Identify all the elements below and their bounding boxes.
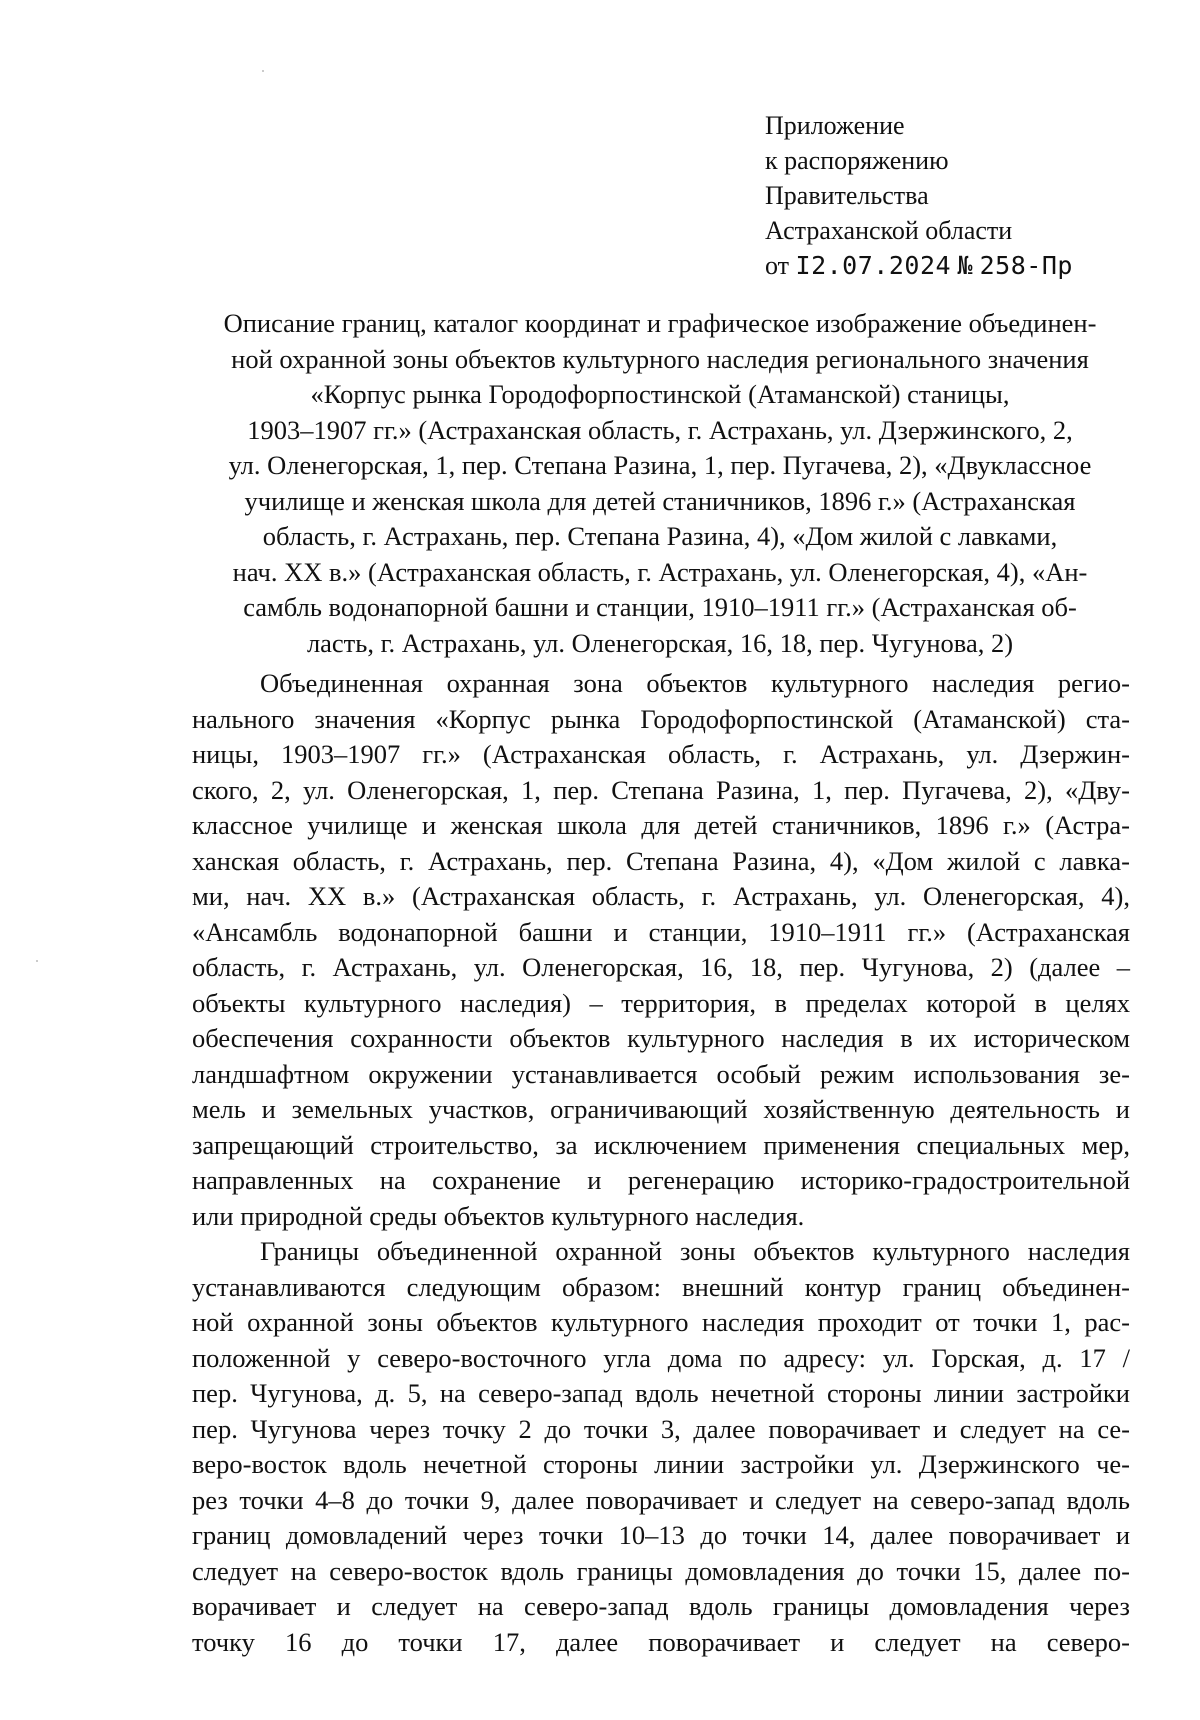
approval-line: Правительства	[765, 181, 929, 210]
title-line: нач. XX в.» (Астраханская область, г. Астрахань, ул. Оленегорская, 4), «Ан-	[232, 556, 1088, 587]
body-line: обеспечения сохранности объектов культурного наследия в их историческом	[192, 1023, 1130, 1053]
body-line: запрещающий строительство, за исключением применения специальных мер,	[192, 1129, 1130, 1160]
body-line: пер. Чугунова, д. 5, на северо-запад вдоль нечетной стороны линии застройки	[192, 1378, 1130, 1408]
body-line: классное училище и женская школа для детей станичников, 1896 г.» (Астра-	[192, 810, 1130, 840]
body-line: или природной среды объектов культурного наследия.	[192, 1200, 805, 1231]
body-line: ницы, 1903–1907 гг.» (Астраханская область, г. Астрахань, ул. Дзержин-	[192, 739, 1130, 769]
number-sign: №	[957, 251, 974, 280]
body-line: нального значения «Корпус рынка Городофорпостинской (Атаманской) ста-	[192, 703, 1130, 734]
body-line: ландшафтном окружении устанавливается особый режим использования зе-	[192, 1058, 1130, 1089]
body-line: область, г. Астрахань, ул. Оленегорская, 16, 18, пер. Чугунова, 2) (далее –	[192, 952, 1130, 982]
body-line: Объединенная охранная зона объектов культурного наследия регио-	[260, 668, 1130, 698]
body-line: мель и земельных участков, ограничивающий хозяйственную деятельность и	[192, 1094, 1130, 1124]
scan-speck	[36, 960, 38, 962]
title-line: самбль водонапорной башни и станции, 1910–1911 гг.» (Астраханская об-	[243, 592, 1077, 622]
number-value: 258-Пр	[979, 251, 1073, 280]
title-line: ул. Оленегорская, 1, пер. Степана Разина, 1, пер. Пугачева, 2), «Двуклассное	[228, 450, 1092, 480]
body-line: ворачивает и следует на северо-запад вдоль границы домовладения через	[192, 1591, 1130, 1621]
title-line: 1903–1907 гг.» (Астраханская область, г. Астрахань, ул. Дзержинского, 2,	[247, 414, 1073, 445]
date-prefix: от	[765, 251, 790, 280]
document-title	[190, 306, 1130, 661]
approval-date-line	[765, 248, 1073, 283]
body-line: границ домовладений через точки 10–13 до точки 14, далее поворачивает и	[192, 1520, 1130, 1550]
body-line: пер. Чугунова через точку 2 до точки 3, далее поворачивает и следует на се-	[192, 1413, 1130, 1444]
body-line: следует на северо-восток вдоль границы домовладения до точки 15, далее по-	[192, 1555, 1130, 1586]
body-line: ной охранной зоны объектов культурного наследия проходит от точки 1, рас-	[192, 1307, 1130, 1337]
paragraph-protected-zone-definition	[192, 666, 1130, 1234]
body-line: ского, 2, ул. Оленегорская, 1, пер. Степана Разина, 1, пер. Пугачева, 2), «Дву-	[192, 774, 1130, 805]
paragraph-zone-boundaries	[192, 1234, 1130, 1660]
body-line: веро-восток вдоль нечетной стороны линии застройки ул. Дзержинского че-	[192, 1449, 1130, 1479]
date-value: I2.07.2024	[795, 251, 952, 280]
approval-line: к распоряжению	[765, 146, 949, 175]
title-line: Описание границ, каталог координат и графическое изображение объединен-	[223, 308, 1097, 338]
title-line: «Корпус рынка Городофорпостинской (Атаманской) станицы,	[310, 379, 1010, 409]
title-line: область, г. Астрахань, пер. Степана Разина, 4), «Дом жилой с лавками,	[262, 521, 1058, 551]
title-line: ной охранной зоны объектов культурного наследия регионального значения	[231, 343, 1089, 374]
body-line: Границы объединенной охранной зоны объектов культурного наследия	[260, 1236, 1130, 1266]
body-line: направленных на сохранение и регенерацию историко-градостроительной	[192, 1165, 1130, 1195]
body-line: устанавливаются следующим образом: внешний контур границ объединен-	[192, 1271, 1130, 1302]
title-line: училище и женская школа для детей станичников, 1896 г.» (Астраханская	[244, 485, 1076, 516]
body-text	[192, 666, 1130, 1660]
approval-block	[765, 108, 1073, 283]
body-line: рез точки 4–8 до точки 9, далее поворачивает и следует на северо-запад вдоль	[192, 1484, 1130, 1515]
scan-speck	[262, 70, 264, 72]
approval-line: Астраханской области	[765, 216, 1013, 245]
title-line: ласть, г. Астрахань, ул. Оленегорская, 16, 18, пер. Чугунова, 2)	[306, 627, 1014, 658]
body-line: «Ансамбль водонапорной башни и станции, 1910–1911 гг.» (Астраханская	[192, 916, 1130, 947]
body-line: ханская область, г. Астрахань, пер. Степана Разина, 4), «Дом жилой с лавка-	[192, 845, 1130, 876]
approval-line: Приложение	[765, 111, 905, 140]
body-line: ми, нач. XX в.» (Астраханская область, г. Астрахань, ул. Оленегорская, 4),	[192, 881, 1130, 911]
body-line: точку 16 до точки 17, далее поворачивает и следует на северо-	[192, 1626, 1130, 1657]
body-line: положенной у северо-восточного угла дома по адресу: ул. Горская, д. 17 /	[192, 1342, 1130, 1373]
body-line: объекты культурного наследия) – территория, в пределах которой в целях	[192, 987, 1130, 1018]
